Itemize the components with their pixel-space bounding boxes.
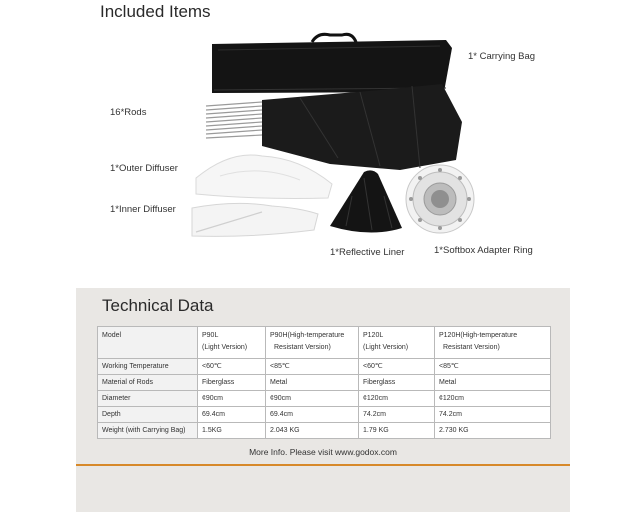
label-carrying-bag: 1* Carrying Bag	[468, 51, 536, 62]
table-row	[98, 359, 551, 375]
reflective-liner-image	[330, 170, 402, 232]
table-cell: Diameter	[98, 391, 198, 407]
table-cell: ¢90cm	[198, 391, 266, 407]
header-cell: P120L (Light Version)	[359, 327, 435, 359]
table-cell: <85℃	[266, 359, 359, 375]
table-row	[98, 375, 551, 391]
label-inner-diffuser: 1*Inner Diffuser	[110, 204, 176, 215]
rods-image	[206, 102, 262, 138]
table-row	[98, 391, 551, 407]
table-cell: 69.4cm	[198, 407, 266, 423]
table-cell: ¢120cm	[435, 391, 551, 407]
header-cell: P90L (Light Version)	[198, 327, 266, 359]
table-cell: 2.730 KG	[435, 423, 551, 439]
included-items-title: Included Items	[100, 2, 211, 21]
table-cell: 1.5KG	[198, 423, 266, 439]
table-cell: Fiberglass	[198, 375, 266, 391]
table-cell: 74.2cm	[435, 407, 551, 423]
table-cell: 69.4cm	[266, 407, 359, 423]
table-cell: ¢120cm	[359, 391, 435, 407]
table-cell: <60℃	[359, 359, 435, 375]
header-cell: P90H(High-temperature Resistant Version)	[266, 327, 359, 359]
table-cell: Metal	[435, 375, 551, 391]
spec-table	[97, 326, 551, 439]
header-cell: P120H(High-temperature Resistant Version)	[435, 327, 551, 359]
table-cell: Fiberglass	[359, 375, 435, 391]
label-reflective-liner: 1*Reflective Liner	[330, 247, 405, 258]
table-cell: <85℃	[435, 359, 551, 375]
table-cell: Depth	[98, 407, 198, 423]
table-cell: 1.79 KG	[359, 423, 435, 439]
outer-diffuser-image	[196, 155, 332, 199]
inner-diffuser-image	[192, 203, 318, 236]
label-outer-diffuser: 1*Outer Diffuser	[110, 163, 178, 174]
table-cell: 74.2cm	[359, 407, 435, 423]
label-rods: 16*Rods	[110, 107, 147, 118]
table-cell: Working Temperature	[98, 359, 198, 375]
technical-data-section	[76, 288, 570, 512]
table-cell: ¢90cm	[266, 391, 359, 407]
table-row	[98, 407, 551, 423]
technical-data-title: Technical Data	[102, 296, 214, 315]
adapter-ring-image	[406, 165, 474, 233]
table-cell: 2.043 KG	[266, 423, 359, 439]
carrying-bag-image	[212, 34, 452, 93]
folded-softbox-image	[262, 84, 462, 170]
label-adapter-ring: 1*Softbox Adapter Ring	[434, 245, 533, 256]
footer-more-info: More Info. Please visit www.godox.com	[249, 447, 397, 457]
table-cell: Weight (with Carrying Bag)	[98, 423, 198, 439]
table-cell: Material of Rods	[98, 375, 198, 391]
table-row	[98, 423, 551, 439]
table-cell: Metal	[266, 375, 359, 391]
table-header-row	[98, 327, 551, 359]
table-cell: <60℃	[198, 359, 266, 375]
header-cell: Model	[98, 327, 198, 359]
footer-divider	[76, 464, 570, 466]
